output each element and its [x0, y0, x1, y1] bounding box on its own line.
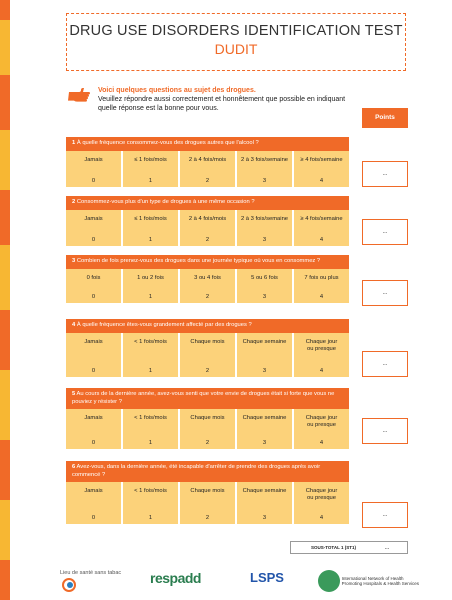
option-value: 0	[91, 177, 96, 184]
option-value: 4	[319, 236, 324, 243]
option-value: 3	[262, 440, 267, 446]
option-value: 1	[148, 515, 153, 521]
option-label: Jamais	[84, 488, 103, 494]
option-label: ≥ 4 fois/semaine	[300, 215, 343, 222]
question-2	[66, 196, 349, 246]
answer-options	[66, 333, 349, 377]
option-label: Jamais	[84, 415, 103, 421]
option-label: Jamais	[84, 338, 103, 345]
stripe-segment	[0, 75, 10, 130]
question-label: À quelle fréquence consommez-vous des drogues autres que l'alcool ?	[76, 140, 259, 146]
answer-options	[66, 151, 349, 187]
intro-text	[98, 86, 348, 113]
option-label: Chaque semaine	[242, 415, 287, 421]
option-label: Chaque mois	[190, 415, 225, 421]
answer-option[interactable]	[66, 482, 121, 524]
logo-lsps-text: LSPS	[250, 570, 284, 585]
answer-option[interactable]	[235, 333, 292, 377]
option-label: ≤ 1 fois/mois	[134, 215, 167, 222]
answer-option[interactable]	[66, 151, 121, 187]
question-text	[66, 461, 349, 482]
option-value: 1	[148, 293, 153, 300]
stripe-segment	[0, 560, 10, 600]
logo-hph-network	[318, 570, 428, 596]
side-stripe	[0, 0, 10, 600]
answer-option[interactable]	[121, 151, 178, 187]
option-value: 4	[319, 515, 324, 521]
page-title: DRUG USE DISORDERS IDENTIFICATION TEST	[69, 23, 403, 39]
answer-option[interactable]	[121, 333, 178, 377]
question-text	[66, 137, 349, 151]
question-label: Au cours de la dernière année, avez-vous senti que votre envie de drogues était si forte que vous ne pouviez y résister ?	[72, 391, 335, 405]
pointing-hand-icon	[68, 87, 90, 103]
answer-options	[66, 409, 349, 449]
option-value: 1	[148, 177, 153, 184]
option-label: Chaque jour ou presque	[305, 338, 338, 352]
intro-body: Veuillez répondre aussi correctement et honnêtement que possible en indiquant quelle réponse est la bonne pour vous.	[98, 96, 346, 112]
answer-option[interactable]	[178, 269, 235, 303]
subtotal-label: SOUS-TOTAL 1 (ST1)	[311, 545, 357, 550]
option-label: 2 à 3 fois/semaine	[240, 156, 289, 163]
option-label: 2 à 4 fois/mois	[188, 156, 227, 163]
answer-option[interactable]	[121, 210, 178, 246]
question-1	[66, 137, 349, 187]
answer-option[interactable]	[66, 409, 121, 449]
option-label: Chaque mois	[190, 338, 225, 345]
logo-lsps	[250, 570, 300, 596]
answer-option[interactable]	[178, 333, 235, 377]
answer-option[interactable]	[66, 269, 121, 303]
option-value: 4	[319, 293, 324, 300]
answer-option[interactable]	[235, 210, 292, 246]
answer-option[interactable]	[178, 151, 235, 187]
question-6	[66, 461, 349, 524]
option-value: 4	[319, 367, 324, 374]
option-label: 1 ou 2 fois	[137, 274, 164, 281]
answer-option[interactable]	[235, 151, 292, 187]
option-value: 0	[91, 236, 96, 243]
points-header: Points	[362, 108, 408, 128]
answer-option[interactable]	[235, 482, 292, 524]
logo-lieu-de-sante	[60, 570, 130, 596]
option-value: 2	[205, 440, 210, 446]
question-text	[66, 196, 349, 210]
lieu-de-sante-logo-icon	[62, 577, 76, 593]
answer-option[interactable]	[178, 210, 235, 246]
answer-option[interactable]	[292, 409, 349, 449]
option-value: 3	[262, 367, 267, 374]
answer-options	[66, 210, 349, 246]
option-label: Chaque jour ou presque	[305, 415, 338, 428]
question-number: 3	[72, 258, 76, 264]
option-value: 0	[91, 367, 96, 374]
option-label: 2 à 3 fois/semaine	[240, 215, 289, 222]
option-label: 5 ou 6 fois	[251, 274, 278, 281]
answer-option[interactable]	[66, 210, 121, 246]
question-label: Avez-vous, dans la dernière année, été incapable d'arrêter de prendre des drogues après avoir commencé ?	[72, 464, 321, 478]
option-value: 1	[148, 236, 153, 243]
answer-option[interactable]	[121, 482, 178, 524]
question-number: 1	[72, 140, 76, 146]
answer-option[interactable]	[235, 269, 292, 303]
answer-option[interactable]	[121, 269, 178, 303]
question-number: 5	[72, 391, 76, 397]
option-value: 0	[91, 293, 96, 300]
option-label: ≤ 1 fois/mois	[134, 156, 167, 163]
answer-option[interactable]	[292, 151, 349, 187]
option-value: 3	[262, 236, 267, 243]
intro-lead: Voici quelques questions au sujet des drogues.	[98, 87, 256, 94]
option-value: 3	[262, 293, 267, 300]
stripe-segment	[0, 310, 10, 370]
option-value: 1	[148, 367, 153, 374]
option-label: 0 fois	[86, 274, 101, 281]
stripe-segment	[0, 190, 10, 245]
question-number: 2	[72, 199, 76, 205]
page-subtitle: DUDIT	[214, 41, 258, 57]
option-label: Chaque mois	[190, 488, 225, 494]
option-value: 0	[91, 515, 96, 521]
option-value: 2	[205, 236, 210, 243]
question-label: À quelle fréquence êtes-vous grandement affecté par des drogues ?	[76, 322, 252, 328]
question-5	[66, 388, 349, 449]
answer-option[interactable]	[66, 333, 121, 377]
option-label: Chaque jour ou presque	[305, 488, 338, 501]
option-value: 3	[262, 177, 267, 184]
option-label: Jamais	[84, 156, 103, 163]
answer-option[interactable]	[292, 210, 349, 246]
answer-option[interactable]	[292, 333, 349, 377]
question-text	[66, 255, 349, 269]
answer-option[interactable]	[178, 482, 235, 524]
answer-option[interactable]	[292, 482, 349, 524]
option-value: 2	[205, 177, 210, 184]
option-label: 7 fois ou plus	[304, 274, 339, 281]
question-4	[66, 319, 349, 377]
option-value: 2	[205, 367, 210, 374]
option-label: 3 ou 4 fois	[194, 274, 221, 281]
points-field[interactable]: ...	[362, 280, 408, 306]
logo-respadd-text: respadd	[150, 570, 201, 586]
option-label: 2 à 4 fois/mois	[188, 215, 227, 222]
globe-icon	[318, 570, 340, 592]
question-text	[66, 388, 349, 409]
answer-option[interactable]	[121, 409, 178, 449]
option-label: < 1 fois/mois	[134, 338, 167, 345]
option-label: ≥ 4 fois/semaine	[300, 156, 343, 163]
points-field[interactable]: ...	[362, 161, 408, 187]
stripe-segment	[0, 440, 10, 500]
option-label: Jamais	[84, 215, 103, 222]
stripe-segment	[0, 0, 10, 20]
answer-option[interactable]	[235, 409, 292, 449]
option-value: 4	[319, 177, 324, 184]
subtotal-row	[290, 541, 408, 554]
option-label: Chaque semaine	[242, 488, 287, 494]
option-label: < 1 fois/mois	[134, 488, 167, 494]
answer-options	[66, 482, 349, 524]
option-value: 1	[148, 440, 153, 446]
answer-option[interactable]	[178, 409, 235, 449]
points-field[interactable]: ...	[362, 219, 408, 245]
logo-respadd	[150, 570, 220, 596]
option-value: 0	[91, 440, 96, 446]
points-field[interactable]: ...	[362, 351, 408, 377]
question-number: 6	[72, 464, 76, 470]
question-3	[66, 255, 349, 303]
option-value: 2	[205, 515, 210, 521]
logo-hph-text: International Network of Health Promoting Hospitals & Health Services	[341, 575, 419, 586]
subtotal-field[interactable]: ...	[384, 544, 390, 551]
question-label: Consommez-vous plus d'un type de drogues à une même occasion ?	[76, 199, 255, 205]
option-value: 4	[319, 440, 324, 446]
answer-options	[66, 269, 349, 303]
answer-option[interactable]	[292, 269, 349, 303]
question-number: 4	[72, 322, 76, 328]
logo-lieu-de-sante-text: Lieu de santé sans tabac	[60, 570, 122, 576]
points-field[interactable]: ...	[362, 418, 408, 444]
option-label: < 1 fois/mois	[134, 415, 167, 421]
option-value: 2	[205, 293, 210, 300]
option-label: Chaque semaine	[242, 338, 287, 345]
option-value: 3	[262, 515, 267, 521]
question-label: Combien de fois prenez-vous des drogues dans une journée typique où vous en consommez ?	[76, 258, 321, 264]
title-box	[66, 13, 406, 71]
points-field[interactable]: ...	[362, 502, 408, 528]
question-text	[66, 319, 349, 333]
